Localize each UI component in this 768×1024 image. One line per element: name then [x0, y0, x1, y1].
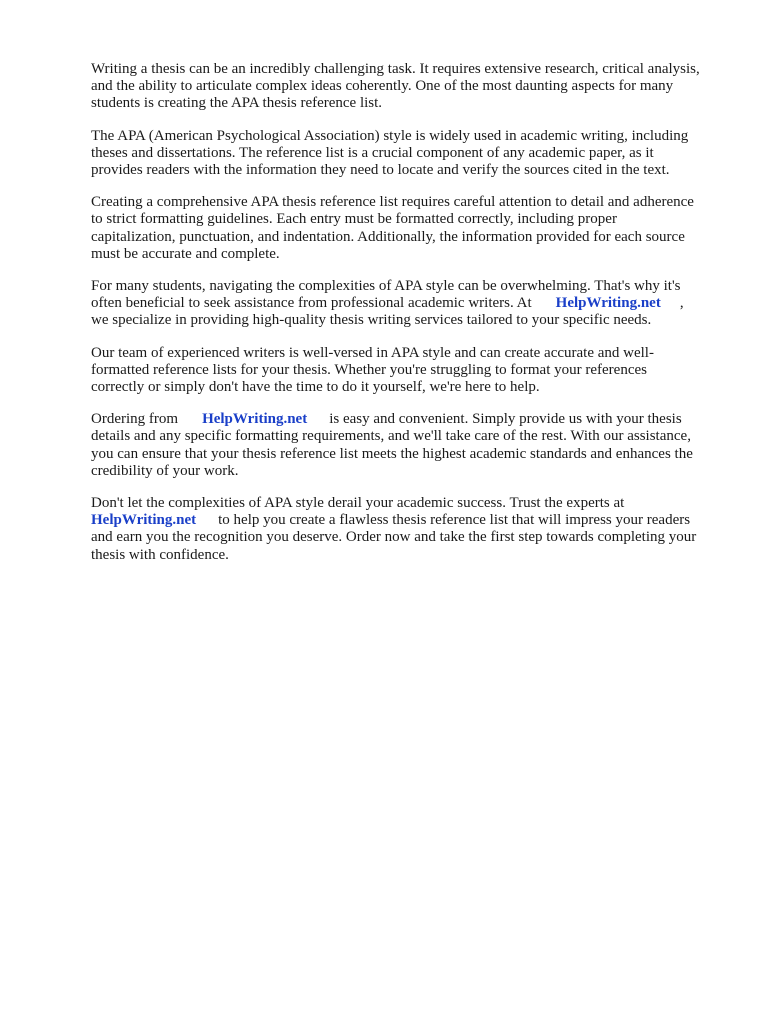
- helpwriting-link[interactable]: HelpWriting.net: [555, 295, 661, 312]
- text-line: correctly or simply don't have the time to do it yourself, we're here to help.: [91, 379, 540, 396]
- text-segment: Ordering from: [91, 411, 179, 428]
- text-segment: ,: [679, 295, 684, 312]
- text-segment: often beneficial to seek assistance from professional academic writers. At: [91, 295, 532, 312]
- document-body: [91, 61, 731, 579]
- text-line: thesis with confidence.: [91, 546, 229, 563]
- text-line: to strict formatting guidelines. Each entry must be formatted correctly, including proper: [91, 211, 617, 228]
- text-line: provides readers with the information they need to locate and verify the sources cited in the text.: [91, 162, 670, 179]
- text-line: Don't let the complexities of APA style derail your academic success. Trust the experts at: [91, 495, 625, 512]
- helpwriting-link[interactable]: HelpWriting.net: [91, 512, 197, 529]
- text-line: [91, 512, 731, 529]
- text-line: and earn you the recognition you deserve. Order now and take the first step towards completing your: [91, 529, 697, 546]
- text-line: credibility of your work.: [91, 462, 239, 479]
- paragraph-closing: [91, 495, 731, 564]
- paragraph-team: [91, 345, 731, 397]
- text-line: Our team of experienced writers is well-versed in APA style and can create accurate and well-: [91, 344, 654, 361]
- text-line: Creating a comprehensive APA thesis reference list requires careful attention to detail and adherence: [91, 194, 694, 211]
- text-line: The APA (American Psychological Association) style is widely used in academic writing, including: [91, 127, 689, 144]
- text-line: [91, 295, 731, 312]
- helpwriting-link[interactable]: HelpWriting.net: [202, 411, 308, 428]
- text-segment: is easy and convenient. Simply provide us with your thesis: [329, 411, 682, 428]
- paragraph-apa-style: [91, 128, 731, 180]
- text-line: For many students, navigating the complexities of APA style can be overwhelming. That's why it's: [91, 278, 681, 295]
- text-line: capitalization, punctuation, and indentation. Additionally, the information provided for each source: [91, 228, 685, 245]
- text-line: we specialize in providing high-quality thesis writing services tailored to your specific needs.: [91, 312, 652, 329]
- text-line: details and any specific formatting requirements, and we'll take care of the rest. With our assistance,: [91, 428, 691, 445]
- paragraph-assistance: [91, 278, 731, 330]
- text-line: Writing a thesis can be an incredibly challenging task. It requires extensive research, critical analysis,: [91, 61, 700, 77]
- paragraph-formatting: [91, 194, 731, 263]
- text-line: you can ensure that your thesis reference list meets the highest academic standards and enhances the: [91, 445, 693, 462]
- text-line: students is creating the APA thesis reference list.: [91, 95, 383, 112]
- paragraph-ordering: [91, 411, 731, 480]
- text-segment: to help you create a flawless thesis reference list that will impress your readers: [218, 512, 691, 529]
- text-line: theses and dissertations. The reference list is a crucial component of any academic paper, as it: [91, 144, 654, 161]
- paragraph-intro: [91, 61, 731, 113]
- text-line: must be accurate and complete.: [91, 245, 280, 262]
- text-line: and the ability to articulate complex ideas coherently. One of the most daunting aspects for many: [91, 78, 674, 95]
- text-line: formatted reference lists for your thesis. Whether you're struggling to format your references: [91, 361, 647, 378]
- text-line: [91, 411, 731, 428]
